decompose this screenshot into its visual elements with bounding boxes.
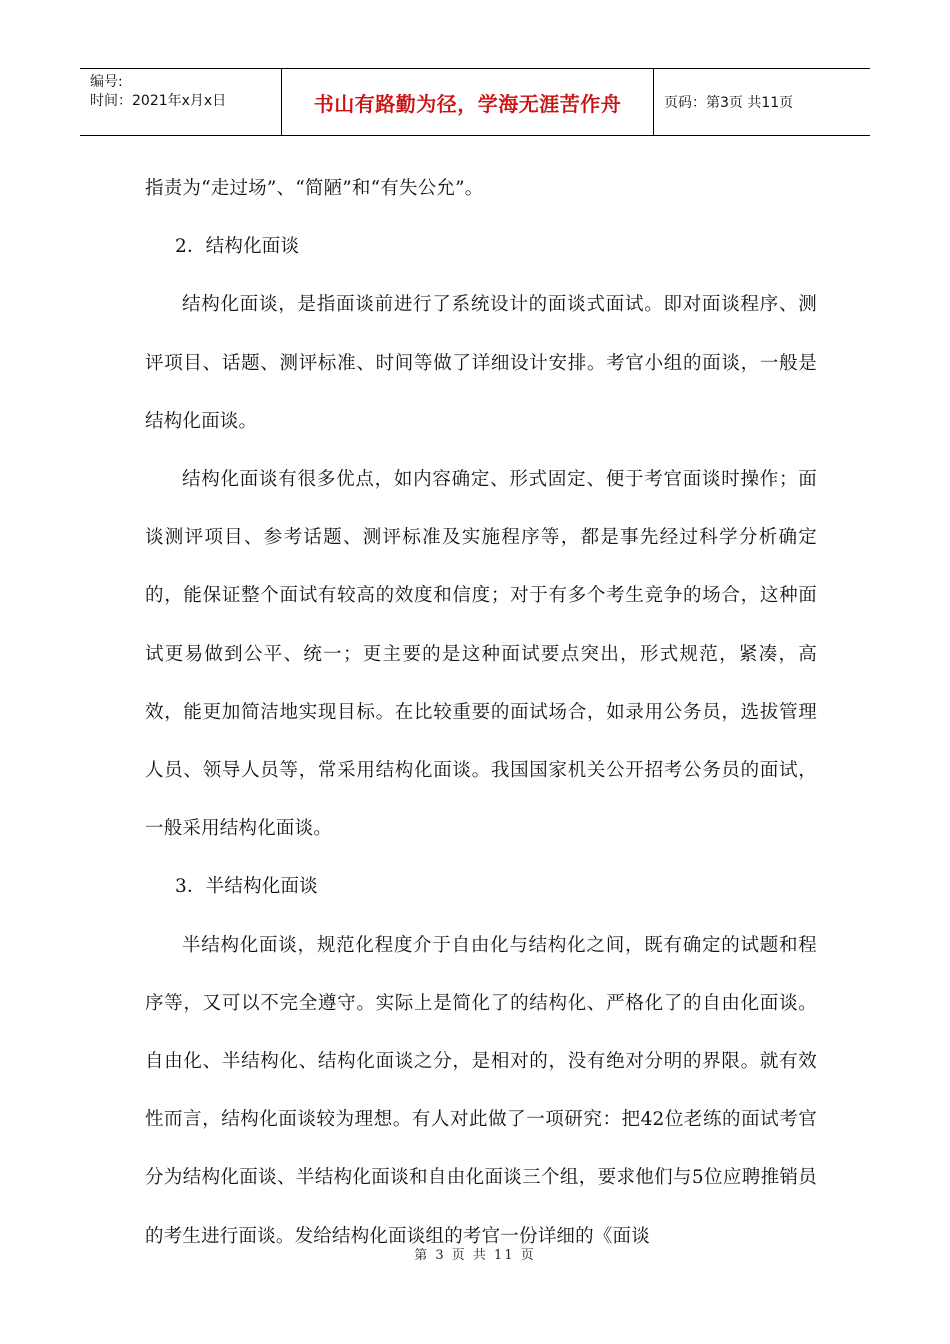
paragraph-structured-advantages: 结构化面谈有很多优点，如内容确定、形式固定、便于考官面谈时操作；面谈测评项目、参考话题、测评标准及实施程序等，都是事先经过科学分析确定的，能保证整个面试有较高的效度和信度；对于有多个考生竞争的场合，这种面试更易做到公平、统一；更主要的是这种面试要点突出，形式规范，紧凑，高效，能更加简洁地实现目标。在比较重要的面试场合，如录用公务员，选拔管理人员、领导人员等，常采用结构化面谈。我国国家机关公开招考公务员的面试，一般采用结构化面谈。 bbox=[145, 469, 817, 840]
number-label: 编号: bbox=[90, 74, 123, 90]
paragraph-semi-structured: 半结构化面谈，规范化程度介于自由化与结构化之间，既有确定的试题和程序等，又可以不完全遵守。实际上是简化了的结构化、严格化了的自由化面谈。自由化、半结构化、结构化面谈之分，是相对的，没有绝对分明的界限。就有效性而言，结构化面谈较为理想。有人对此做了一项研究：把42位老练的面试考官分为结构化面谈、半结构化面谈和自由化面谈三个组，要求他们与5位应聘推销员的考生进行面谈。发给结构化面谈组的考官一份详细的《面谈 bbox=[145, 934, 817, 1247]
header-motto: 书山有路勤为径，学海无涯苦作舟 bbox=[282, 69, 654, 135]
time-label: 时间：2021年x月x日 bbox=[90, 93, 227, 109]
page-footer: 第 3 页 共 11 页 bbox=[414, 1248, 536, 1263]
header-meta bbox=[80, 69, 282, 135]
section-heading-structured: 2．结构化面谈 bbox=[175, 236, 300, 258]
document-body bbox=[145, 160, 817, 1266]
header-page-info: 页码：第3页 共11页 bbox=[664, 95, 794, 111]
document-header bbox=[80, 68, 870, 136]
paragraph-structured-definition: 结构化面谈，是指面谈前进行了系统设计的面谈式面试。即对面谈程序、测评项目、话题、测评标准、时间等做了详细设计安排。考官小组的面谈，一般是结构化面谈。 bbox=[145, 294, 817, 432]
section-heading-semi-structured: 3．半结构化面谈 bbox=[175, 876, 318, 898]
paragraph-continuation: 指责为“走过场”、“简陋”和“有失公允”。 bbox=[145, 178, 484, 199]
